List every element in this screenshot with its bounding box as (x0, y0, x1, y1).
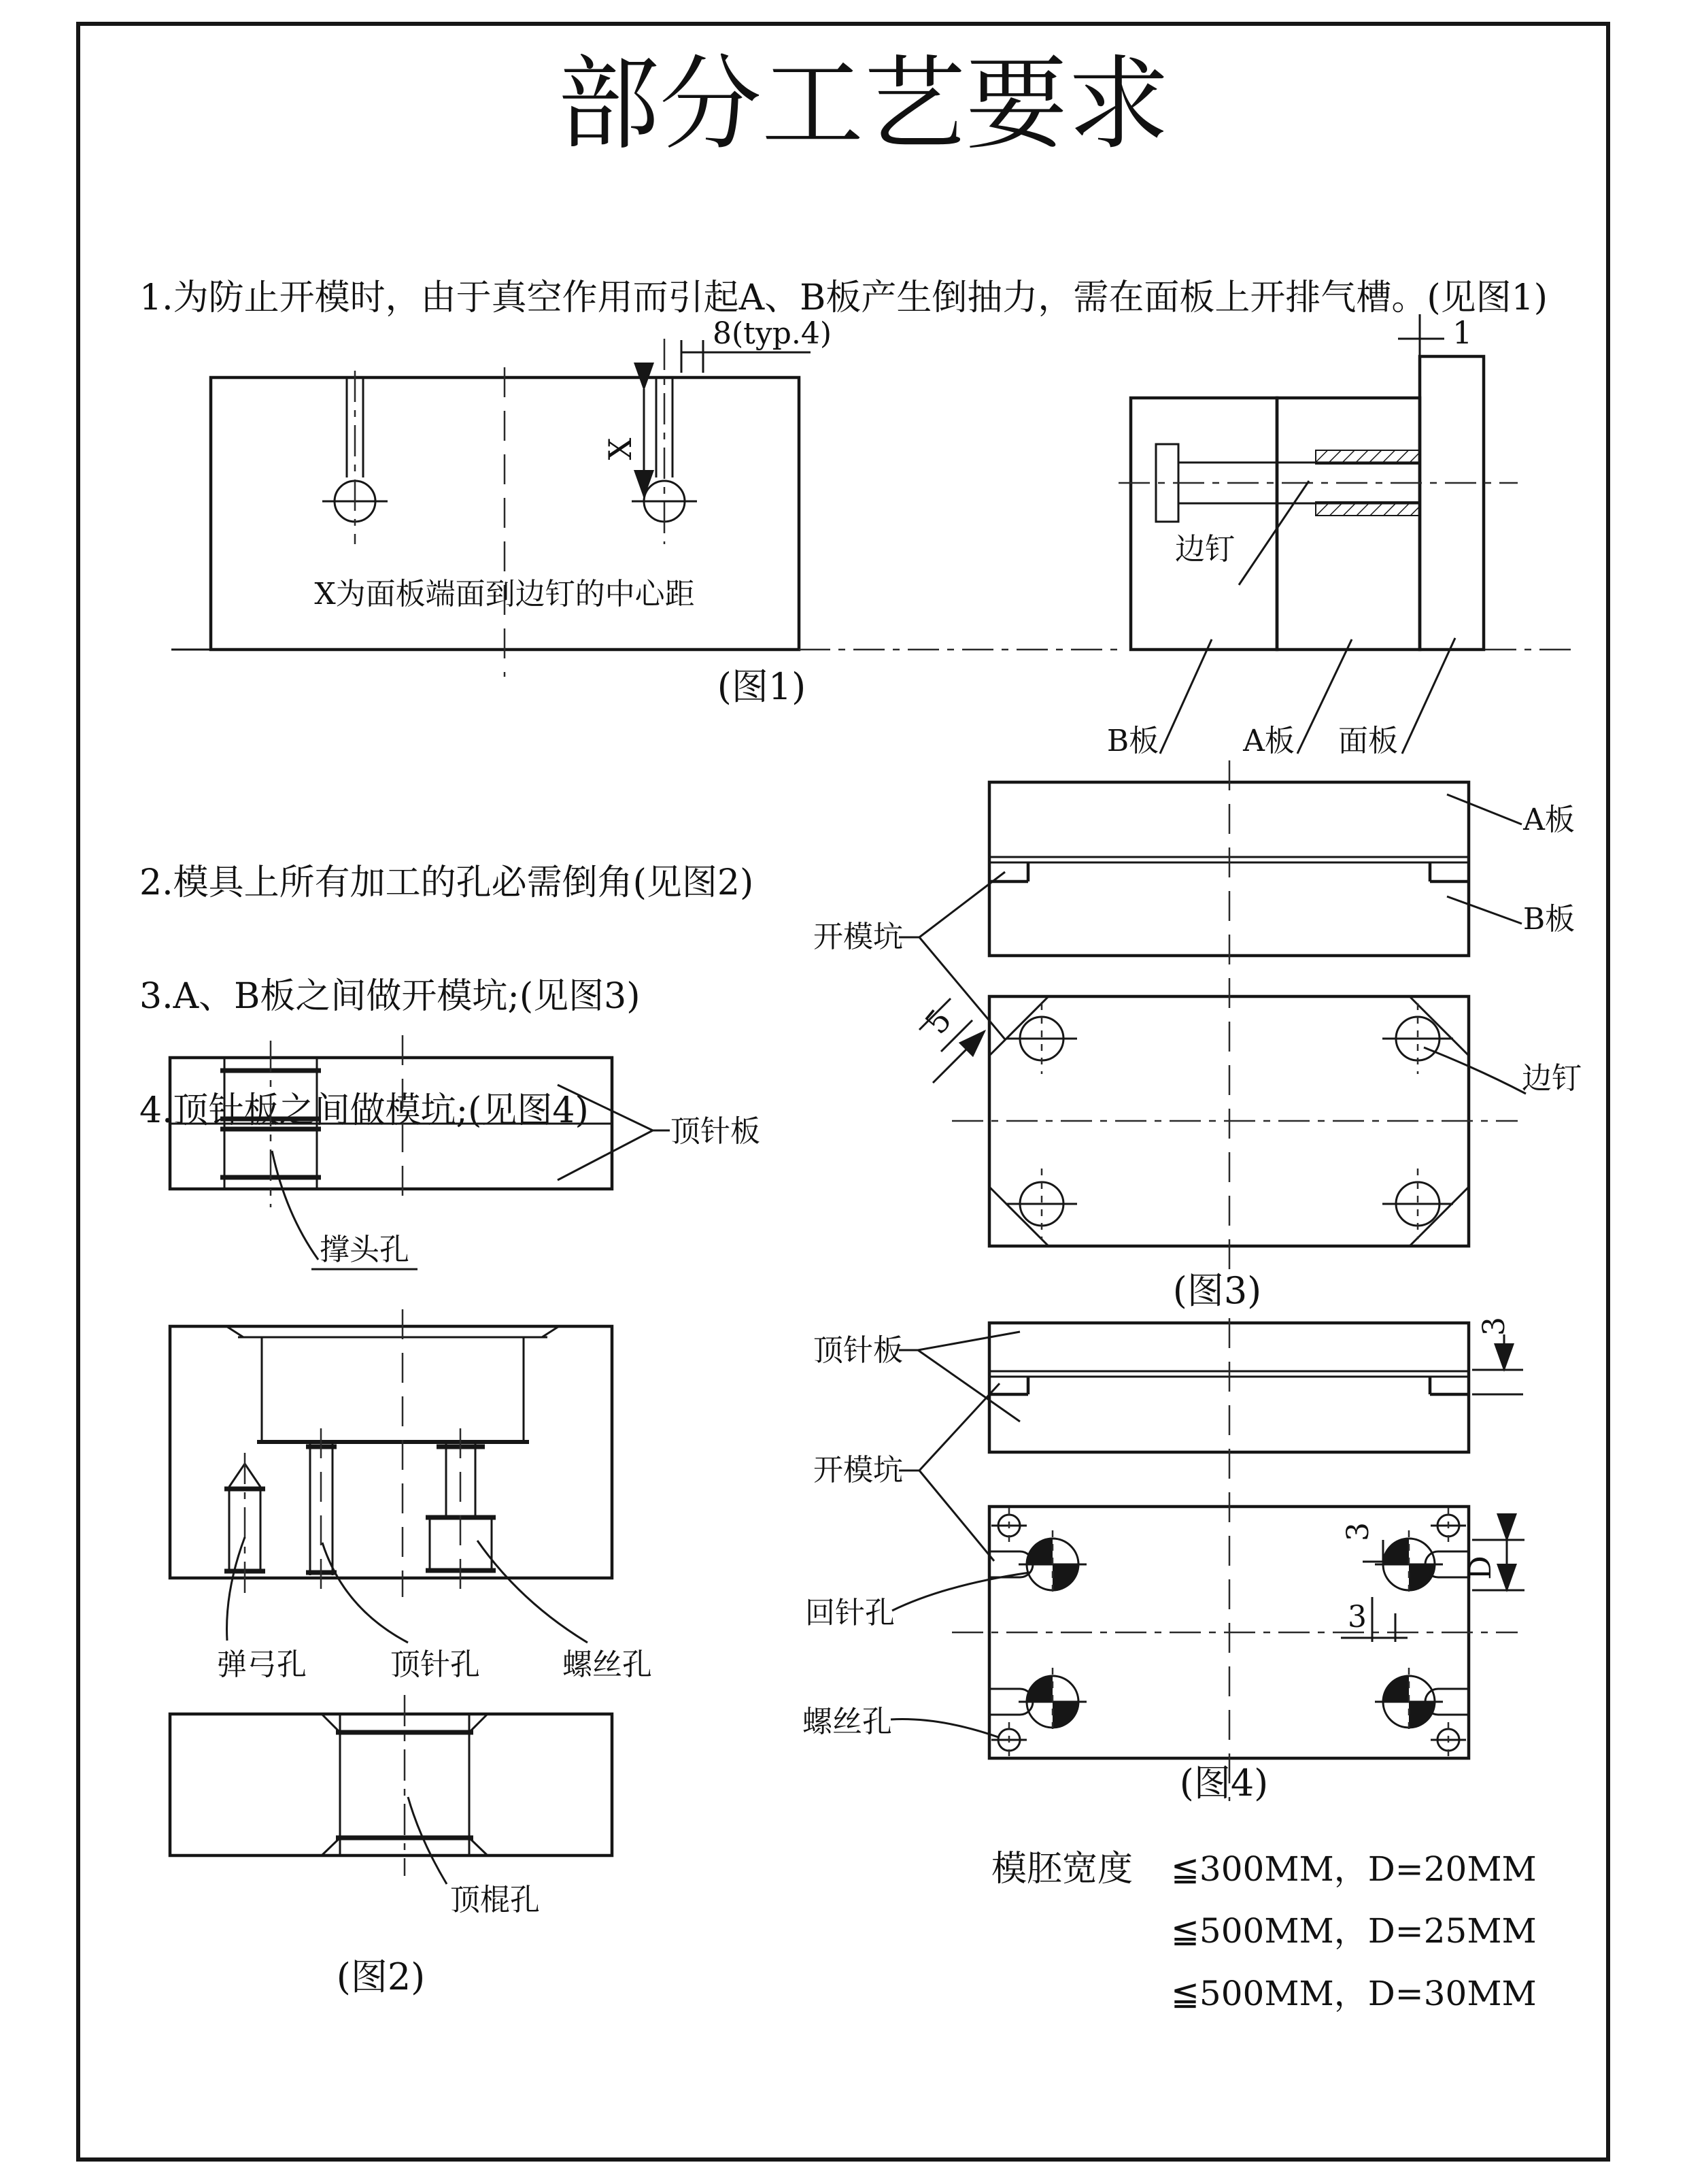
fig4-side-view (813, 1317, 1523, 1561)
thread-hatch (1316, 502, 1420, 516)
fig1-dim-one: 1 (1452, 314, 1473, 351)
spec-row-3: ≦500MM，D=30MM (1171, 1974, 1537, 2013)
plate-a-section (1277, 398, 1420, 650)
fig3-label-plate-b: B板 (1522, 902, 1575, 937)
thread-hatch (1316, 450, 1420, 464)
fig1-label-plate-b: B板 (1106, 724, 1159, 758)
fig2-ejector-plates-view (170, 1035, 760, 1269)
fig3-side-view (813, 782, 1575, 1039)
fig1-note-x: X为面板端面到边钉的中心距 (314, 577, 695, 611)
fig3-caption: (图3) (1172, 1269, 1262, 1312)
note-2: 2.模具上所有加工的孔必需倒角(见图2) (139, 862, 754, 903)
fig1-caption: (图1) (717, 665, 806, 708)
fig2-label-rod-hole: 顶棍孔 (450, 1883, 540, 1917)
fig4-dim-three-h: 3 (1348, 1600, 1367, 1634)
fig1-dim-x: X (602, 437, 638, 460)
fig1-label-plate-a: A板 (1243, 724, 1295, 758)
plate-b-section (1131, 398, 1277, 650)
face-plate-section (1420, 356, 1484, 650)
fig2-label-spring-hole: 弹弓孔 (217, 1647, 307, 1682)
fig1-label-face-plate: 面板 (1338, 724, 1398, 758)
fig4-caption: (图4) (1179, 1762, 1269, 1804)
fig4-dim-three-side: 3 (1477, 1317, 1512, 1336)
fig1-dim-slot-width: 8(typ.4) (713, 316, 832, 351)
note-1: 1.为防止开模时，由于真空作用而引起A、B板产生倒抽力，需在面板上开排气槽。(见图1) (139, 278, 1548, 318)
spec-row-1: ≦300MM，D=20MM (1171, 1849, 1537, 1889)
fig3-label-pry-slot: 开模坑 (813, 920, 903, 954)
fig4-label-screw-hole: 螺丝孔 (802, 1704, 892, 1739)
fig2-label-ejector-plate: 顶针板 (670, 1114, 760, 1149)
fig2-label-support-hole: 撑头孔 (320, 1232, 409, 1267)
spec-label: 模胚宽度 (991, 1849, 1134, 1889)
fig4-label-ejector-plate: 顶针板 (813, 1333, 903, 1368)
note-4: 4.顶针板之间做模坑;(见图4) (139, 1090, 589, 1131)
fig3-plan-view (918, 760, 1582, 1312)
fig2-caption: (图2) (336, 1955, 426, 1998)
fig2-label-screw-hole: 螺丝孔 (562, 1647, 652, 1682)
fig2-rod-hole-view (170, 1695, 612, 1998)
fig3-dim-five: 5 (917, 1002, 959, 1041)
fig4-label-pry-slot: 开模坑 (813, 1453, 903, 1488)
fig3-label-side-pin: 边钉 (1522, 1061, 1582, 1096)
fig3-label-plate-a: A板 (1523, 803, 1575, 837)
page-title: 部分工艺要求 (557, 46, 1170, 164)
fig4-dim-three-top: 3 (1341, 1522, 1376, 1541)
fig2-label-pin-hole: 顶针孔 (390, 1647, 480, 1682)
fig4-label-return-pin-hole: 回针孔 (805, 1596, 895, 1630)
spec-row-2: ≦500MM，D=25MM (1171, 1911, 1537, 1951)
fig1-label-side-pin: 边钉 (1175, 532, 1235, 567)
mold-base-spec (991, 1849, 1537, 2013)
fig1-section-view (1107, 314, 1518, 758)
fig4-plan-view (802, 1318, 1524, 1804)
fig4-dim-d: D (1463, 1556, 1498, 1580)
fig2-pocket-view (170, 1309, 652, 1682)
note-3: 3.A、B板之间做开模坑;(见图3) (139, 976, 641, 1017)
